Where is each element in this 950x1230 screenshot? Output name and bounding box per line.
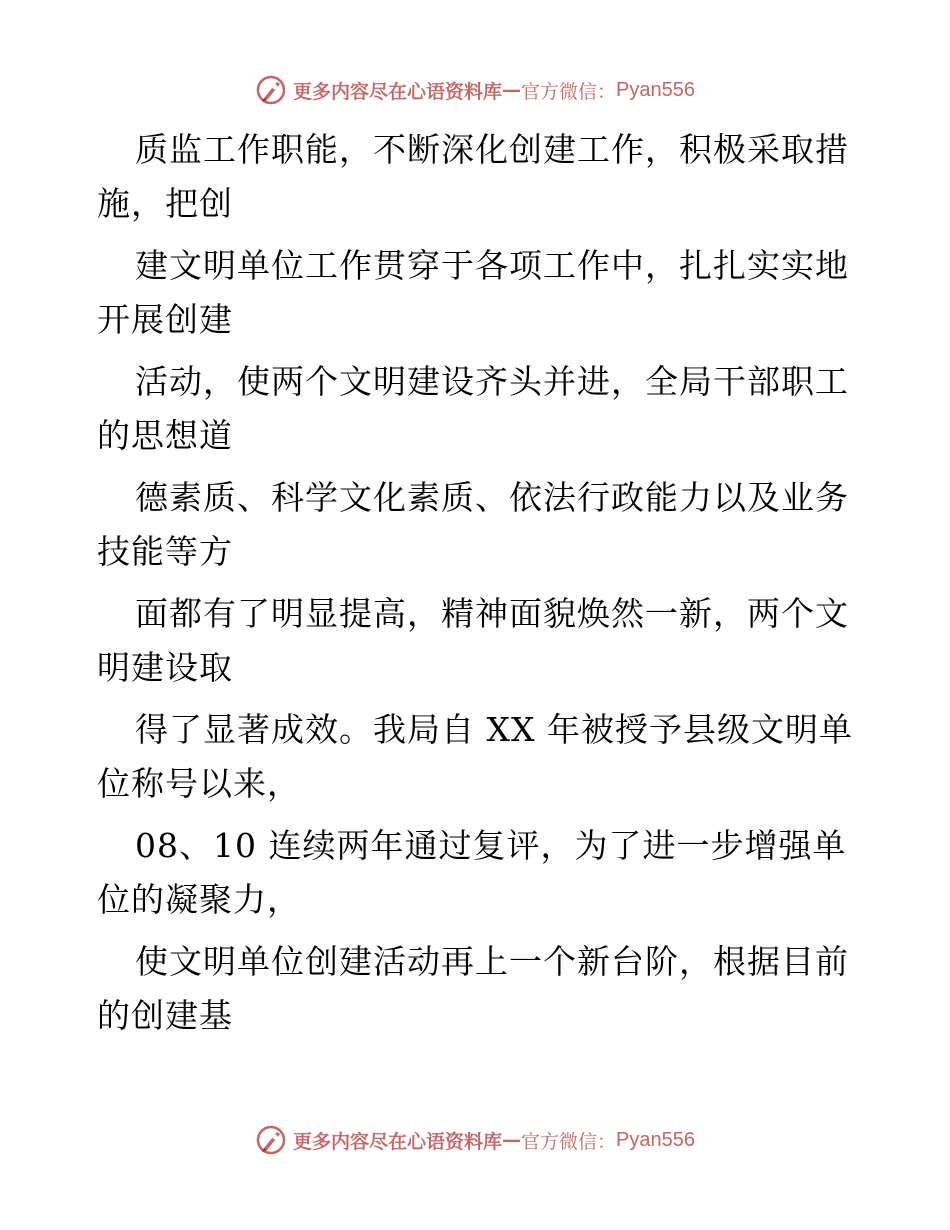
body-line: 面都有了明显提高，精神面貌焕然一新，两个文 (135, 594, 849, 633)
body-line: 施，把创 (97, 184, 233, 223)
watermark-separator: — (502, 1129, 522, 1151)
watermark-brand: 更多内容尽在心语资料库 (293, 1130, 503, 1153)
watermark-wechat-label: 官方微信： (521, 80, 617, 103)
body-line: 明建设取 (97, 648, 233, 687)
body-line: 得了显著成效。我局自 XX 年被授予县级文明单 (135, 710, 853, 749)
body-line: 建文明单位工作贯穿于各项工作中，扎扎实实地 (135, 246, 849, 285)
watermark-brand: 更多内容尽在心语资料库 (293, 80, 503, 103)
header-watermark (0, 70, 950, 110)
body-line: 位的凝聚力， (97, 880, 301, 919)
body-line: 活动，使两个文明建设齐头并进，全局干部职工 (135, 362, 849, 401)
body-line: 位称号以来， (97, 764, 301, 803)
body-line: 的创建基 (97, 996, 233, 1035)
footer-watermark (0, 1120, 950, 1160)
body-line: 德素质、科学文化素质、依法行政能力以及业务 (135, 478, 849, 517)
body-line: 使文明单位创建活动再上一个新台阶，根据目前 (135, 942, 849, 981)
quill-pen-logo-icon (255, 1124, 287, 1156)
body-line: 08、10 连续两年通过复评，为了进一步增强单 (135, 826, 847, 865)
quill-pen-logo-icon (255, 74, 287, 106)
body-line: 的思想道 (97, 416, 233, 455)
watermark-wechat-id: Pyan556 (616, 78, 695, 101)
body-line: 开展创建 (97, 300, 233, 339)
body-line: 质监工作职能，不断深化创建工作，积极采取措 (135, 130, 849, 169)
body-line: 技能等方 (97, 532, 233, 571)
watermark-wechat-id: Pyan556 (616, 1128, 695, 1151)
watermark-wechat-label: 官方微信： (521, 1130, 617, 1153)
watermark-separator: — (502, 79, 522, 101)
